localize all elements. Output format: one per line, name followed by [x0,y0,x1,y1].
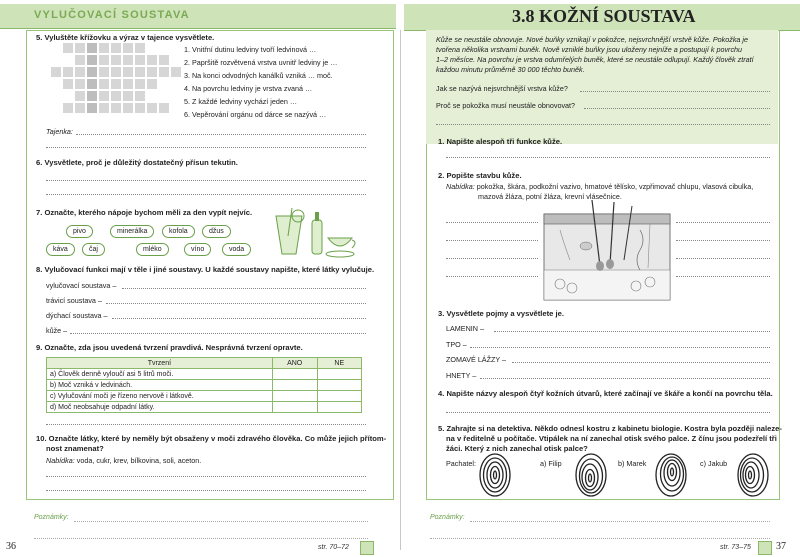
r-q5-title-cont: žáci. Který z nich zanechal otisk palce? [446,444,588,453]
drink-option[interactable]: džus [202,225,231,238]
tajenka-label: Tajenka: [46,127,73,136]
intro-text: tvořena několika vrstvami buněk. Nově vzniklé buňky jsou uloženy nejníže a postupují k povrchu [436,45,743,54]
statement: a) Člověk denně vyloučí asi 5 litrů moči. [47,369,273,380]
notes-line[interactable] [34,538,368,539]
drinks-illustration [268,206,360,260]
truth-table [46,357,362,413]
q5-clue: 2. Papršitě rozvětvená vrstva uvnitř ledviny je … [184,58,338,67]
answer-line[interactable] [446,222,538,223]
page-number: 36 [6,541,16,552]
drink-option[interactable]: káva [46,243,75,256]
answer-line[interactable] [106,303,366,304]
q10-title: 10. Označte látky, které by neměly být obsaženy v moči zdravého člověka. Co může jejich přítom- [36,434,387,443]
term-label: LAMENIN – [446,324,484,333]
spine [400,30,401,550]
fingerprint-icon [478,452,512,498]
answer-line[interactable] [676,258,770,259]
ano-cell[interactable] [272,402,317,413]
drink-option[interactable]: voda [222,243,251,256]
fingerprint-icon [574,452,608,498]
term-label: HNETY – [446,371,477,380]
drink-option[interactable]: minerálka [110,225,154,238]
answer-line[interactable] [46,180,366,181]
excretion-row-label: vylučovací soustava – [46,281,117,290]
answer-line[interactable] [676,240,770,241]
notes-line[interactable] [470,521,770,522]
q5-clue: 6. Vepěrování orgánu od dárce se nazývá … [184,110,327,119]
answer-line[interactable] [676,276,770,277]
answer-line[interactable] [494,331,770,332]
answer-line[interactable] [584,108,770,109]
ne-cell[interactable] [317,369,361,380]
q10-title-cont: nost znamenat? [46,444,104,453]
answer-line[interactable] [512,362,770,363]
answer-line[interactable] [436,124,770,125]
table-header: NE [317,358,361,369]
drink-option[interactable]: čaj [82,243,105,256]
q5-clue: 1. Vnitřní dutinu ledviny tvoří ledvinová … [184,45,317,54]
answer-line[interactable] [446,412,770,413]
excretion-row-label: dýchací soustava – [46,311,108,320]
suspect-label[interactable]: a) Filip [540,459,562,468]
right-header-title: 3.8 KOŽNÍ SOUSTAVA [512,6,696,26]
ref-badge-icon [360,541,374,555]
statement: c) Vylučování moči je řízeno nervově i látkově. [47,391,273,402]
notes-label: Poznámky: [34,514,69,521]
suspect-label: Pachatel: [446,459,476,468]
r-q4-title: 4. Napište názvy alespoň čtyř kožních útvarů, které začínají ve škáře a končí na povrchu těla. [438,389,773,398]
answer-line[interactable] [46,490,366,491]
excretion-row-label: trávicí soustava – [46,296,102,305]
answer-line[interactable] [480,378,770,379]
hint-text: pokožka, škára, podkožní vazivo, hmatové tělísko, vzpřimovač chlupu, vlasová cibulka, [474,182,754,191]
table-row [47,369,362,380]
right-header [400,0,800,32]
table-row [47,402,362,413]
page-number: 37 [776,541,786,552]
skin-cross-section-illustration [540,200,674,304]
reference: str. 70–72 [318,544,349,551]
intro-text: každou minutu průměrně 30 000 těchto buněk. [436,65,585,74]
q8-title: 8. Vylučovací funkci mají v těle i jiné soustavy. U každé soustavy napište, které látky vylučuje. [36,265,375,274]
hint-text: voda, cukr, krev, bílkovina, soli, aceton. [74,456,202,465]
fingerprint-icon [736,452,770,498]
reference: str. 73–75 [720,544,751,551]
table-header: Tvrzení [47,358,273,369]
hint-label: Nabídka: [446,182,475,191]
q9-title: 9. Označte, zda jsou uvedená tvrzení pravdivá. Nesprávná tvrzení opravte. [36,343,303,352]
intro-question: Jak se nazývá nejsvrchnější vrstva kůže? [436,84,568,93]
drink-option[interactable]: kofola [162,225,195,238]
answer-line[interactable] [46,424,366,425]
ano-cell[interactable] [272,380,317,391]
answer-line[interactable] [446,258,538,259]
answer-line[interactable] [122,288,366,289]
table-header: ANO [272,358,317,369]
q5-clue: 4. Na povrchu ledviny je vrstva zvaná … [184,84,313,93]
notes-label: Poznámky: [430,514,465,521]
intro-text: Kůže se neustále obnovuje. Nové buňky vznikají v pokožce, nejsvrchnější vrstvě kůže. Pokožka je [436,35,749,44]
r-q5-title-cont: na v ředitelně u počítače. Vtipálek na ní zanechal otisk svého palce. Z čínu jsou podezřelí tři [446,434,777,443]
ne-cell[interactable] [317,402,361,413]
term-label: ZOMAVÉ LÁŽZY – [446,355,507,364]
drink-option[interactable]: víno [184,243,211,256]
left-header [0,0,400,30]
intro-text: 1–2 měsíce. Na povrchu je vrstva odumřelých buněk, které se neustále odlupují. Každý člověk ztratí [436,55,754,64]
answer-line[interactable] [46,194,366,195]
q7-title: 7. Označte, kterého nápoje bychom měli za den vypít nejvíc. [36,208,253,217]
ref-badge-icon [758,541,772,555]
answer-line[interactable] [446,157,770,158]
r-q2-hint-cont: mazová žláza, potní žláza, krevní vlásečnice. [478,192,622,201]
statement: b) Moč vzniká v ledvinách. [47,380,273,391]
q10-hint [46,456,201,465]
answer-line[interactable] [112,318,366,319]
tajenka-line[interactable] [76,134,366,135]
hint-label: Nabídka: [46,456,75,465]
answer-line[interactable] [470,347,770,348]
left-header-title: VYLUČOVACÍ SOUSTAVA [34,9,190,21]
r-q3-title: 3. Vysvětlete pojmy a vysvětlete je. [438,309,564,318]
answer-line[interactable] [70,333,366,334]
excretion-row-label: kůže – [46,326,68,335]
r-q5-title: 5. Zahrajte si na detektiva. Někdo odnesl kostru z kabinetu biologie. Kostra byla později naleze- [438,424,782,433]
answer-line[interactable] [580,91,770,92]
answer-line[interactable] [446,276,538,277]
notes-line[interactable] [430,538,770,539]
answer-line[interactable] [46,147,366,148]
ne-cell[interactable] [317,380,361,391]
suspect-label[interactable]: b) Marek [618,459,647,468]
table-row [47,380,362,391]
ano-cell[interactable] [272,391,317,402]
notes-line[interactable] [74,521,368,522]
drink-option[interactable]: pivo [66,225,93,238]
answer-line[interactable] [446,240,538,241]
statement: d) Moč neobsahuje odpadní látky. [47,402,273,413]
r-q2-title: 2. Popište stavbu kůže. [438,171,522,180]
table-row [47,391,362,402]
answer-line[interactable] [676,222,770,223]
r-q1-title: 1. Napište alespoň tři funkce kůže. [438,137,563,146]
r-q2-hint [446,182,753,191]
crossword-grid[interactable] [50,42,180,122]
ano-cell[interactable] [272,369,317,380]
suspect-label[interactable]: c) Jakub [700,459,728,468]
q6-title: 6. Vysvětlete, proč je důležitý dostatečný přísun tekutin. [36,158,238,167]
q5-clue: 5. Z každé ledviny vychází jeden … [184,97,298,106]
q5-title: 5. Vyluštěte křížovku a výraz v tajence vysvětlete. [36,33,215,42]
drink-option[interactable]: mléko [136,243,169,256]
term-label: TPO – [446,340,467,349]
intro-question: Proč se pokožka musí neustále obnovovat? [436,101,576,110]
q5-clue: 3. Na konci odvodných kanálků vzniká … moč. [184,71,333,80]
fingerprint-icon [654,452,688,498]
answer-line[interactable] [46,476,366,477]
ne-cell[interactable] [317,391,361,402]
